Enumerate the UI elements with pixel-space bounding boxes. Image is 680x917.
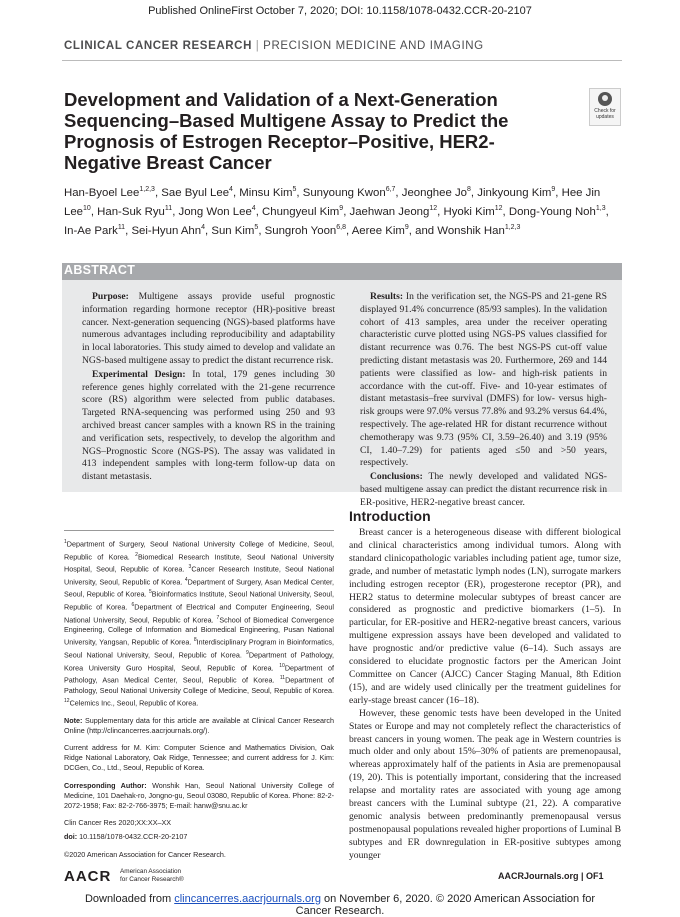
affiliation-number: 10 (279, 662, 285, 669)
author-affiliation-marker: 9 (551, 186, 556, 193)
purpose-text: Multigene assays provide useful prognostic information regarding hormone receptor (HR)-positive breast cancer. Next-generation sequencing (NGS)-based platforms have numerous advantages including reproducibility and adaptability in local laboratories. This study aimed to develop and validate an NGS-based multigene assay to predict the distant recurrence risk. (82, 291, 336, 366)
copyright: ©2020 American Association for Cancer Research. (64, 849, 226, 859)
aacr-association-text (120, 868, 184, 883)
affiliation-text: Department of Surgery, Asan Medical Center, Seoul, Republic of Korea. (64, 577, 334, 599)
affiliation-number: 2 (135, 551, 138, 558)
affiliation-text: Department of Pathology, Seoul National University College of Medicine, Seoul, Republic of Korea. (64, 675, 334, 695)
author-affiliation-marker: 12 (494, 205, 503, 212)
abstract-results (360, 291, 607, 470)
journal-site-page: AACRJournals.org | OF1 (498, 871, 604, 881)
journal-header (64, 40, 484, 52)
affiliation-text: Department of Electrical and Computer Engineering, Seoul National University, Seoul, Republic of Korea. (64, 602, 334, 624)
author-affiliation-marker: 4 (251, 205, 256, 212)
current-address: Current address for M. Kim: Computer Science and Mathematics Division, Oak Ridge National Laboratory, Oak Ridge, Tennessee; and current address for J. Kim: DCGen, Co., Ltd., Seoul, Republic of Korea. (64, 742, 334, 773)
author-affiliation-marker: 5 (292, 186, 297, 193)
author: Han-Byoel Lee$^{1,2,3}$ (64, 186, 155, 199)
design-text: In total, 179 genes including 30 reference genes highly correlated with the 21-gene recurrence score (RS) algorithm were selected from public databases. Targeted RNA-sequencing was performed using 250 and 93 archived breast cancer samples with a known RS in the training and verification sets, respectively, to develop the algorithm and NGS–Prognostic Score (NGS-PS). The assay was validated in 413 independent samples with long-term follow-up data on distant metastasis. (82, 368, 335, 483)
affiliation-number: 8 (193, 637, 197, 644)
abstract-header-bar (62, 263, 622, 280)
abstract-heading: ABSTRACT (64, 263, 136, 277)
author: Wonshik Han$^{1,2,3}$ (437, 224, 521, 237)
affiliation-number: 12 (64, 697, 70, 704)
publication-line: Published OnlineFirst October 7, 2020; DOI: 10.1158/1078-0432.CCR-20-2107 (148, 5, 532, 17)
affiliation-text: Department of Pathology, Asan Medical Center, Seoul, Republic of Korea. (64, 662, 334, 685)
author: Hee Jin Lee$^{10}$ (64, 186, 601, 218)
author: In-Ae Park$^{11}$ (64, 224, 126, 237)
abstract-conclusions (360, 471, 607, 509)
purpose-label: Purpose: (92, 291, 129, 302)
author-list: Han-Byoel Lee$^{1,2,3}$, Sae Byul Lee$^4$, Minsu Kim$^5$, Sunyoung Kwon$^{6,7}$, Jeonghee Jo$^8$, Jinkyoung Kim$^9$, Hee Jin Lee$^{10}$, Han-Suk Ryu$^{11}$, Jong Won Lee$^4$, Chungyeul Kim$^9$, Jaehwan Jeong$^{12}$, Hyoki Kim$^{12}$, Dong-Young Noh$^{1,3}$, In-Ae Park$^{11}$, Sei-Hyun Ahn$^4$, Sun Kim$^5$, Sungroh Yoon$^{6,8}$, Aeree Kim$^9$, and Wonshik Han$^{1,2,3}$ (64, 186, 609, 237)
author-affiliation-marker: 4 (229, 186, 233, 193)
download-prefix: Downloaded from (84, 893, 172, 905)
introduction-paragraph-1: Breast cancer is a heterogeneous disease with different biological and clinical characteristics among individual tumors. Along with standard clinicopathologic variables including patient age, tumor size, grade, and number of metastatic lymph nodes (LN), surrogate markers including estrogen receptor (ER), progesterone receptor (PR), and HER2 status to determine molecular subtypes of breast cancer are considered as prognostic and predictive biomarkers (1–5). In particular, for ER-positive and HER2-negative breast cancers, various multigene expression assays have been developed and validated to have prognostic and/or predictive value (6–14). Such assays are considered to elucidate prognostic factors per the American Joint Committee on Cancer (AJCC) Cancer Staging Manual, 8th Edition (15), and are widely used clinically per the treatment guidelines for early-stage breast cancer (16–18). (349, 527, 621, 706)
affiliation-number: 9 (246, 649, 249, 656)
author: Minsu Kim$^5$ (239, 186, 297, 199)
affiliation-number: 11 (279, 675, 286, 682)
header-rule (62, 60, 622, 61)
conclusions-label: Conclusions: (370, 471, 423, 483)
download-notice (0, 893, 680, 917)
author: Chungyeul Kim$^9$ (262, 205, 344, 218)
download-line-2: Cancer Research. (295, 905, 385, 917)
abstract-right-column (360, 291, 607, 511)
introduction-heading: Introduction (349, 508, 431, 524)
author: Jinkyoung Kim$^9$ (477, 186, 556, 199)
affiliation-number: 4 (184, 576, 188, 583)
author-affiliation-marker: 8 (467, 186, 471, 193)
affiliation-text: Cancer Research Institute, Seoul National University, Seoul, Republic of Korea. (64, 564, 334, 587)
affiliation-text: Biomedical Research Institute, Seoul National University Hospital, Seoul, Republic of Korea. (64, 551, 334, 574)
affiliation-text: Bioinformatics Institute, Seoul National University, Seoul, Republic of Korea. (64, 589, 334, 612)
affiliation-number: 1 (64, 539, 67, 545)
assoc-line-2: for Cancer Research® (120, 875, 184, 883)
crossmark-icon (598, 92, 612, 106)
affiliation-number: 6 (131, 601, 135, 608)
note-label: Note: (64, 715, 83, 725)
aacr-logo: AACR (64, 868, 112, 885)
doi-label: doi: (64, 832, 78, 842)
download-link[interactable]: clincancerres.aacrjournals.org (174, 893, 321, 905)
author-affiliation-marker: 11 (117, 224, 126, 231)
affiliations (64, 537, 334, 709)
abstract-left-column (82, 291, 335, 485)
results-label: Results: (370, 291, 404, 302)
affiliation-text: Interdisciplinary Program in Bioinformatics, Seoul National University, Seoul, Republic of Korea. (64, 637, 335, 660)
footnote-rule (64, 530, 334, 531)
doi-text[interactable]: 10.1158/1078-0432.CCR-20-2107 (79, 832, 188, 842)
citation: Clin Cancer Res 2020;XX:XX–XX (64, 818, 172, 828)
corresponding-author (64, 781, 334, 812)
journal-name: CLINICAL CANCER RESEARCH (64, 40, 252, 52)
abstract-design (82, 369, 335, 484)
author: Sunyoung Kwon$^{6,7}$ (302, 186, 396, 199)
affiliation-text: Department of Pathology, Korea University Guro Hospital, Seoul, Republic of Korea. (64, 650, 334, 672)
affiliation-text: Department of Surgery, Seoul National University College of Medicine, Seoul, Republic of Korea. (64, 539, 334, 561)
note-text[interactable]: Supplementary data for this article are available at Clinical Cancer Research Online (http://clincancerres.aacrjournals.org/). (64, 715, 334, 735)
abstract-purpose (82, 291, 335, 368)
author-affiliation-marker: 11 (164, 205, 173, 212)
author-affiliation-marker: 1,2,3 (139, 186, 155, 193)
author: Sun Kim$^5$ (211, 224, 259, 237)
journal-section: PRECISION MEDICINE AND IMAGING (263, 40, 484, 52)
affiliation-number: 3 (188, 564, 192, 571)
author-affiliation-marker: 4 (201, 224, 205, 231)
journal-separator: | (255, 40, 260, 52)
author: Sungroh Yoon$^{6,8}$ (264, 224, 346, 237)
introduction-paragraph-2: However, these genomic tests have been developed in the United States or Europe and may not completely reflect the characteristics of breast cancers in young women. The peak age in Western countries is much older and only about 15%–30% of patients are premenopausal, whereas approximately half of the patients in Asia are premenopausal (19, 20). This is potentially important, considering that the increased relapse and mortality rates are associated with young age among breast cancers with the Luminal subtype (21, 22). A comparative genomic analysis between predominantly premenopausal versus postmenopausal populations revealed higher proportions of Luminal B subtypes and ER downregulation in ER-positive subtypes among younger (349, 707, 621, 861)
affiliation-number: 7 (216, 614, 220, 621)
author-affiliation-marker: 6,7 (385, 186, 396, 193)
author-affiliation-marker: 1,2,3 (504, 224, 521, 231)
affiliation-text: Celemics Inc., Seoul, Republic of Korea. (69, 698, 199, 708)
affiliation-number: 5 (148, 589, 152, 596)
design-label: Experimental Design: (92, 368, 186, 380)
assoc-line-1: American Association (120, 868, 182, 875)
author: Jong Won Lee$^4$ (178, 205, 256, 218)
author-affiliation-marker: 9 (339, 205, 344, 212)
author-affiliation-marker: 1,3 (595, 205, 606, 212)
author-affiliation-marker: 10 (83, 205, 91, 212)
author: Sei-Hyun Ahn$^4$ (131, 224, 205, 237)
check-for-updates-badge[interactable] (589, 88, 621, 126)
doi-line (64, 832, 334, 842)
author: Aeree Kim$^9$ (351, 224, 409, 237)
article-title: Development and Validation of a Next-Generation Sequencing–Based Multigene Assay to Predict the Prognosis of Estrogen Receptor–Positive, HER2-Negative Breast Cancer (64, 89, 509, 173)
author: Jaehwan Jeong$^{12}$ (349, 205, 438, 218)
supplementary-note (64, 716, 334, 736)
results-text: In the verification set, the NGS-PS and 21-gene RS displayed 91.4% concurrence (85/93 samples). In the validation cohort of 413 samples, area under the receiver operating characteristic curve plotted using NGS-PS values classified for distant recurrence was 0.76. The best NGS-PS cut-off value predicting distant metastasis was 20. Furthermore, 269 and 144 patients were classified as low- and high-risk patients in accordance with the cut-off. Five- and 10-year estimates of distant metastasis–free survival (DMFS) for low- versus high-risk groups were 97.0% versus 77.8% and 93.2% versus 64.4%, respectively. The age-related HR for distant recurrence without chemotherapy was 9.73 (95% CI, 3.59–26.40) and 3.19 (95% CI, 1.40–7.29) for patients aged ≤50 and >50 years, respectively. (360, 291, 607, 469)
affiliation-text: School of Biomedical Convergence Engineering, College of Information and Biomedical Engineering, Pusan National University, Yangsan, Republic of Korea. (64, 614, 334, 647)
corresponding-label: Corresponding Author: (64, 780, 147, 790)
author-affiliation-marker: 6,8 (336, 224, 346, 231)
author-affiliation-marker: 9 (404, 224, 409, 231)
author: Sae Byul Lee$^4$ (161, 186, 233, 199)
author-affiliation-marker: 12 (429, 205, 438, 212)
corresponding-text: Wonshik Han, Seoul National University College of Medicine, 101 Daehak-ro, Jongno-gu, Seoul 03080, Republic of Korea. Phone: 82-2-2072-1958; Fax: 82-2-766-3975; E-mail: hanw@snu.ac.kr (64, 780, 335, 810)
conclusions-text: The newly developed and validated NGS-based multigene assay can predict the distant recurrence risk in ER-positive, HER2-negative breast cancer. (360, 471, 607, 508)
footnotes (64, 530, 334, 867)
badge-label: Check for updates (594, 108, 616, 120)
introduction-body (349, 527, 621, 863)
download-suffix: on November 6, 2020. © 2020 American Association for (324, 893, 596, 905)
author: Jeonghee Jo$^8$ (401, 186, 471, 199)
author: Hyoki Kim$^{12}$ (443, 205, 503, 218)
author: Dong-Young Noh$^{1,3}$ (508, 205, 606, 218)
author-affiliation-marker: 5 (254, 224, 259, 231)
author: Han-Suk Ryu$^{11}$ (97, 205, 173, 218)
